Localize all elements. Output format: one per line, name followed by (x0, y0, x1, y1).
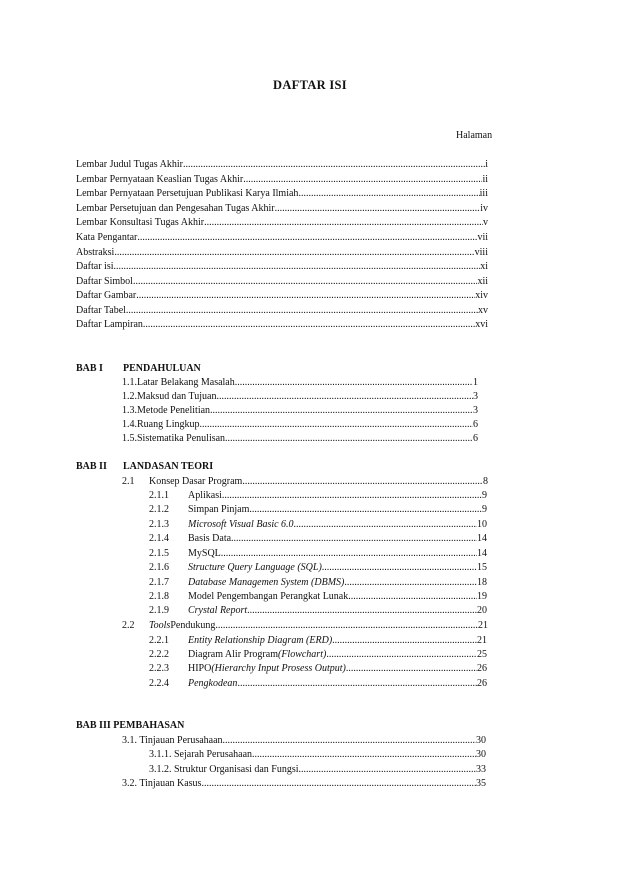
toc-entry: Daftar Simbol ..... xii (76, 275, 488, 289)
toc-entry: Kata Pengantar ..... vii (76, 231, 488, 245)
toc-entry: 3.1.1. Sejarah Perusahaan ..... 30 (149, 748, 486, 762)
chapter-heading: BAB II LANDASAN TEORI (76, 461, 214, 472)
toc-entry: Lembar Pernyataan Keaslian Tugas Akhir ..... ii (76, 173, 488, 187)
toc-entry: 2.2.3 HIPO (Hierarchy Input Prosess Output) ..... 26 (149, 662, 487, 676)
toc-entry: 2.1.7 Database Managemen System (DBMS) ..... 18 (149, 576, 487, 590)
toc-entry: Lembar Konsultasi Tugas Akhir ..... v (76, 216, 488, 230)
toc-entry: Lembar Persetujuan dan Pengesahan Tugas Akhir ..... iv (76, 202, 488, 216)
toc-entry: 1.5.Sistematika Penulisan ..... 6 (122, 432, 478, 446)
page-title: DAFTAR ISI (273, 78, 347, 92)
toc-entry: 2.1.5 MySQL ..... 14 (149, 547, 487, 561)
chapter-heading: BAB I PENDAHULUAN (76, 363, 201, 374)
toc-entry: 2.1.2 Simpan Pinjam ..... 9 (149, 503, 487, 517)
toc-entry: Daftar Gambar ..... xiv (76, 289, 488, 303)
toc-entry: Daftar isi ..... xi (76, 260, 488, 274)
toc-entry: Daftar Tabel ..... xv (76, 304, 488, 318)
toc-entry: 2.1 Konsep Dasar Program ..... 8 (122, 475, 488, 489)
toc-entry: 2.2.1 Entity Relationship Diagram (ERD) ..... 21 (149, 634, 487, 648)
toc-entry: 3.2. Tinjauan Kasus ..... 35 (122, 777, 486, 791)
toc-entry: 2.2.2 Diagram Alir Program (Flowchart) ..... 25 (149, 648, 487, 662)
toc-entry: 3.1. Tinjauan Perusahaan ..... 30 (122, 734, 486, 748)
toc-entry: 3.1.2. Struktur Organisasi dan Fungsi ..... 33 (149, 763, 486, 777)
toc-entry: 1.3.Metode Penelitian ..... 3 (122, 404, 478, 418)
chapter-heading: BAB III PEMBAHASAN (76, 720, 185, 731)
toc-entry: 2.1.4 Basis Data ..... 14 (149, 532, 487, 546)
toc-entry: Abstraksi ..... viii (76, 246, 488, 260)
toc-entry: 2.1.8 Model Pengembangan Perangkat Lunak ..... 19 (149, 590, 487, 604)
toc-entry: 2.1.3 Microsoft Visual Basic 6.0 ..... 10 (149, 518, 487, 532)
toc-entry: 2.1.6 Structure Query Language (SQL) ..... 15 (149, 561, 487, 575)
toc-entry: Lembar Judul Tugas Akhir ..... i (76, 158, 488, 172)
toc-entry: 2.1.9 Crystal Report ..... 20 (149, 604, 487, 618)
toc-entry: 2.2 Tools Pendukung ..... 21 (122, 619, 488, 633)
toc-entry: 2.2.4 Pengkodean ..... 26 (149, 677, 487, 691)
toc-entry: 1.2.Maksud dan Tujuan ..... 3 (122, 390, 478, 404)
toc-entry: 1.4.Ruang Lingkup ..... 6 (122, 418, 478, 432)
toc-entry: 2.1.1 Aplikasi ..... 9 (149, 489, 487, 503)
toc-entry: Lembar Pernyataan Persetujuan Publikasi Karya Ilmiah ..... iii (76, 187, 488, 201)
halaman-label: Halaman (456, 130, 493, 141)
toc-entry: 1.1.Latar Belakang Masalah ..... 1 (122, 376, 478, 390)
toc-entry: Daftar Lampiran ..... xvi (76, 318, 488, 332)
